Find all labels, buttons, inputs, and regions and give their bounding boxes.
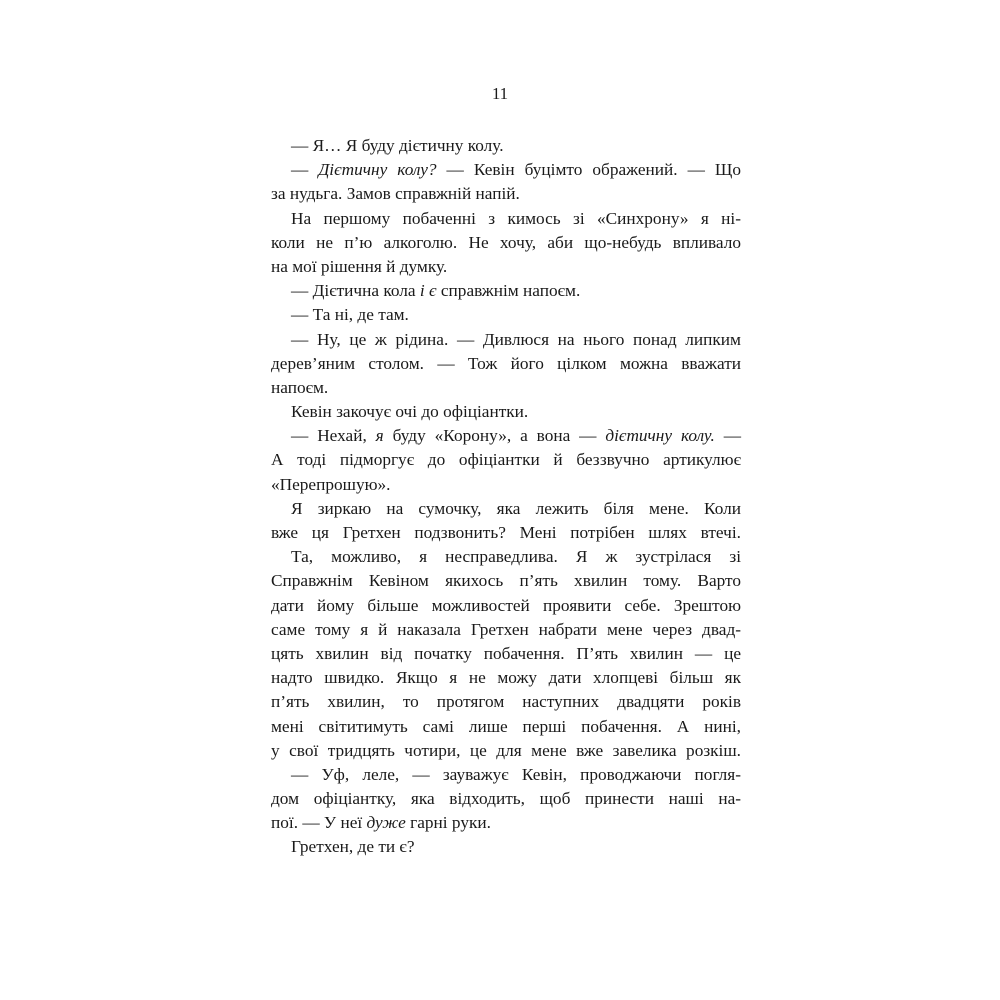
text-segment: Справжнім Кевіном якихось п’ять хвилин тому. Варто [271,571,741,591]
text-line [271,715,741,739]
text-segment: Та, можливо, я несправедлива. Я ж зустрілася зі [291,547,741,567]
text-line [271,787,741,811]
italic-text: і є [419,281,437,301]
text-segment: — Кевін буцімто ображений. — Що [436,160,741,180]
text-line [271,666,741,690]
text-segment: Гретхен, де ти є? [291,837,415,857]
page-number: 11 [491,84,509,103]
text-segment: На першому побаченні з кимось зі «Синхрону» я ні- [291,208,741,228]
text-line [271,182,741,206]
text-line [271,352,741,376]
text-segment: п’ять хвилин, то протягом наступних двадцяти років [271,692,741,712]
text-line [271,255,741,279]
italic-text: дієтичну колу. [605,426,715,446]
text-line [271,424,741,448]
text-line [271,521,741,545]
text-line [271,400,741,424]
text-segment: справжнім напоєм. [436,281,581,301]
text-line [271,473,741,497]
text-line [271,158,741,182]
text-segment: за нудьга. Замов справжній напій. [271,184,520,204]
text-segment: дати йому більше можливостей проявити себе. Зрештою [271,595,741,615]
text-segment: мені світитимуть самі лише перші побачення. А нині, [271,716,741,736]
text-line [271,231,741,255]
body-text [271,134,741,860]
text-segment: — Я… Я буду дієтичну колу. [291,136,504,155]
text-segment: вже ця Гретхен подзвонить? Мені потрібен шлях втечі. [271,523,741,542]
italic-text: я [375,426,384,446]
text-segment: у свої тридцять чотири, це для мене вже завелика розкіш. [271,740,741,760]
text-line [271,328,741,352]
text-segment: саме тому я й наказала Гретхен набрати мене через двад- [271,619,741,639]
text-segment: надто швидко. Якщо я не можу дати хлопцеві більш як [271,668,741,688]
text-line [271,835,741,859]
text-line [271,545,741,569]
text-line [271,594,741,618]
text-line [271,279,741,303]
text-line [271,448,741,472]
text-segment: дерев’яним столом. — Тож його цілком можна вважати [271,353,741,373]
text-line [271,642,741,666]
text-segment: — Дієтична кола [291,281,420,301]
text-line [271,763,741,787]
text-line [271,690,741,714]
text-segment: — Уф, леле, — зауважує Кевін, проводжаючи погля- [291,764,741,784]
text-line [271,739,741,763]
italic-text: Дієтичну колу? [318,160,437,180]
text-segment: — [291,160,319,180]
text-segment: на мої рішення й думку. [271,256,448,276]
text-segment: А тоді підморгує до офіціантки й беззвучно артикулює [271,450,741,470]
text-segment: напоєм. [271,377,329,397]
text-segment: — Ну, це ж рідина. — Дивлюся на нього понад липким [291,329,741,349]
italic-text: дуже [366,813,406,833]
text-line [271,303,741,327]
text-line [271,497,741,521]
text-segment: Я зиркаю на сумочку, яка лежить біля мене. Коли [291,498,741,518]
text-line [271,618,741,642]
text-line [271,569,741,593]
text-line [271,207,741,231]
text-segment: Кевін закочує очі до офіціантки. [291,402,529,422]
text-segment: — Нехай, [291,426,376,446]
text-line [271,134,741,158]
text-segment: буду «Корону», а вона — [383,426,606,446]
text-line [271,811,741,835]
text-segment: дом офіціантку, яка відходить, щоб принести наші на- [271,789,741,809]
text-segment: цять хвилин від початку побачення. П’ять хвилин — це [271,643,741,663]
text-segment: коли не п’ю алкоголю. Не хочу, аби що-небудь впливало [271,232,741,252]
text-segment: пої. — У неї [271,813,367,833]
text-line [271,376,741,400]
text-segment: — Та ні, де там. [291,305,409,325]
text-segment: «Перепрошую». [271,474,391,494]
text-segment: — [714,426,742,446]
text-segment: гарні руки. [405,813,491,833]
